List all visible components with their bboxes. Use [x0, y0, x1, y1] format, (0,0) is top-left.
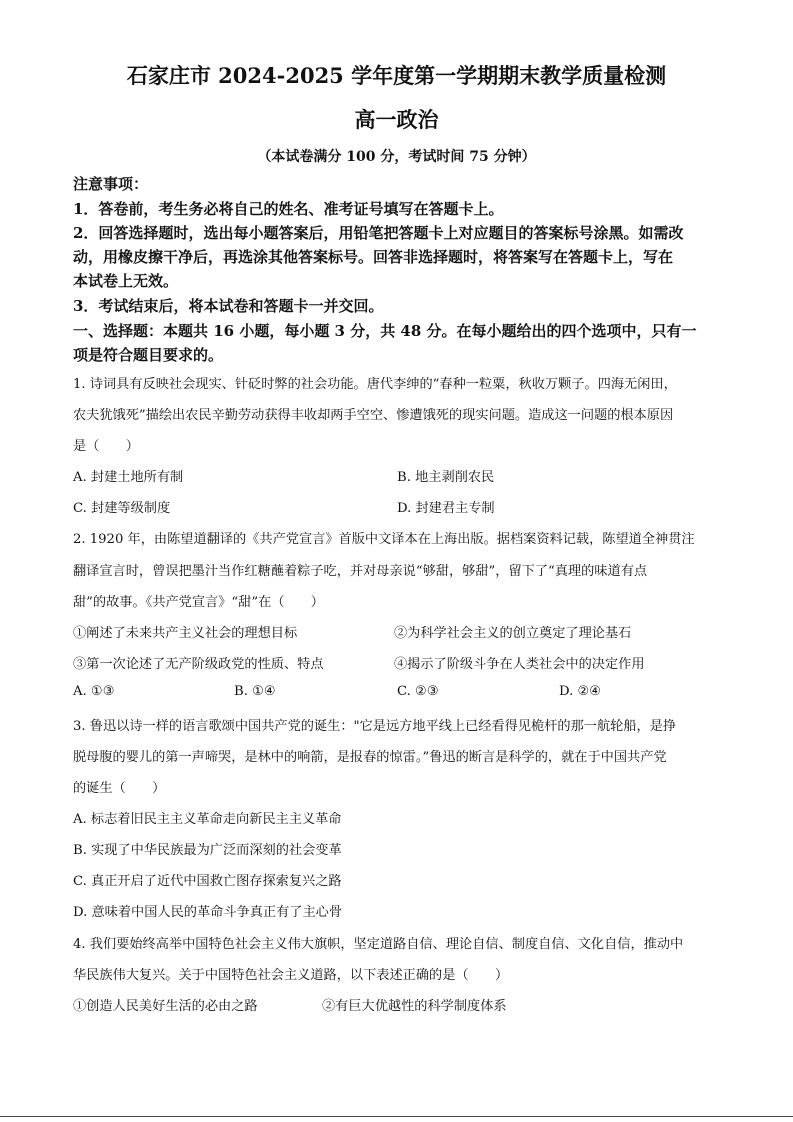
exam-info: （本试卷满分 100 分，考试时间 75 分钟）	[257, 149, 536, 165]
question-1-option-a: A. 封建土地所有制	[73, 470, 184, 485]
question-3-line-1: 3. 鲁迅以诗一样的语言歌颂中国共产党的诞生："它是远方地平线上已经看得见桅杆的那一航轮船，是挣	[73, 719, 677, 734]
question-2-option-b: B. ①④	[234, 684, 276, 699]
question-2-statement-4: ④揭示了阶级斗争在人类社会中的决定作用	[394, 657, 645, 672]
question-4-line-2: 华民族伟大复兴。关于中国特色社会主义道路，以下表述正确的是（ ）	[73, 968, 509, 983]
question-1-line-3: 是（ ）	[73, 439, 139, 454]
question-1-option-c: C. 封建等级制度	[73, 501, 171, 516]
question-1-line-2: 农夫犹饿死”描绘出农民辛勤劳动获得丰收却两手空空、惨遭饿死的现实问题。造成这一问题的根本原因	[73, 408, 674, 423]
exam-title: 石家庄市 2024-2025 学年度第一学期期末教学质量检测	[126, 63, 667, 88]
notice-heading: 注意事项：	[73, 175, 149, 193]
question-2-statement-3: ③第一次论述了无产阶级政党的性质、特点	[73, 657, 324, 672]
question-4-statement-1: ①创造人民美好生活的必由之路	[73, 999, 258, 1014]
notice-item-2-line-2: 动，用橡皮擦干净后，再选涂其他答案标号。回答非选择题时，将答案写在答题卡上，写在	[73, 248, 674, 266]
question-1-option-d: D. 封建君主专制	[397, 501, 495, 516]
question-2-option-d: D. ②④	[559, 684, 602, 699]
notice-item-2-line-1: 2．回答选择题时，选出每小题答案后，用铅笔把答题卡上对应题目的答案标号涂黑。如需改	[73, 224, 684, 242]
question-3-line-3: 的诞生（ ）	[73, 781, 166, 796]
question-2-line-2: 翻译宣言时，曾误把墨汁当作红糖蘸着粽子吃，并对母亲说“够甜，够甜”，留下了“真理的味道有点	[73, 564, 648, 579]
question-2-line-1: 2. 1920 年，由陈望道翻译的《共产党宣言》首版中文译本在上海出版。据档案资料记载，陈望道全神贯注	[73, 532, 695, 547]
question-3-line-2: 脱母腹的婴儿的第一声啼哭，是林中的响箭，是报春的惊雷。”鲁迅的断言是科学的，就在于中国共产党	[73, 750, 667, 765]
question-2-line-3: 甜”的故事。《共产党宣言》“甜”在（ ）	[73, 595, 324, 610]
question-1-option-b: B. 地主剥削农民	[397, 470, 495, 485]
notice-item-1: 1．答卷前，考生务必将自己的姓名、准考证号填写在答题卡上。	[73, 200, 504, 218]
question-3-option-c: C. 真正开启了近代中国救亡图存探索复兴之路	[73, 874, 342, 889]
question-2-option-c: C. ②③	[397, 684, 439, 699]
notice-item-2-line-3: 本试卷上无效。	[73, 272, 179, 290]
question-2-statement-1: ①阐述了未来共产主义社会的理想目标	[73, 626, 298, 641]
exam-subject: 高一政治	[354, 107, 439, 132]
question-4-line-1: 4. 我们要始终高举中国特色社会主义伟大旗帜，坚定道路自信、理论自信、制度自信、文化自信，推动中	[73, 937, 684, 952]
question-4-statement-2: ②有巨大优越性的科学制度体系	[322, 999, 507, 1014]
question-3-option-b: B. 实现了中华民族最为广泛而深刻的社会变革	[73, 843, 342, 858]
question-3-option-a: A. 标志着旧民主主义革命走向新民主主义革命	[73, 812, 342, 827]
question-2-option-a: A. ①③	[73, 684, 115, 699]
question-2-statement-2: ②为科学社会主义的创立奠定了理论基石	[394, 626, 632, 641]
question-3-option-d: D. 意味着中国人民的革命斗争真正有了主心骨	[73, 905, 343, 920]
section-1-line-2: 项是符合题目要求的。	[73, 346, 224, 364]
page-bottom-rule	[0, 1116, 793, 1117]
notice-item-3: 3．考试结束后，将本试卷和答题卡一并交回。	[73, 297, 384, 315]
question-1-line-1: 1. 诗词具有反映社会现实、针砭时弊的社会功能。唐代李绅的“春种一粒粟，秋收万颗子。四海无闲田，	[73, 377, 677, 392]
section-1-line-1: 一、选择题：本题共 16 小题，每小题 3 分，共 48 分。在每小题给出的四个选项中，只有一	[73, 322, 697, 340]
